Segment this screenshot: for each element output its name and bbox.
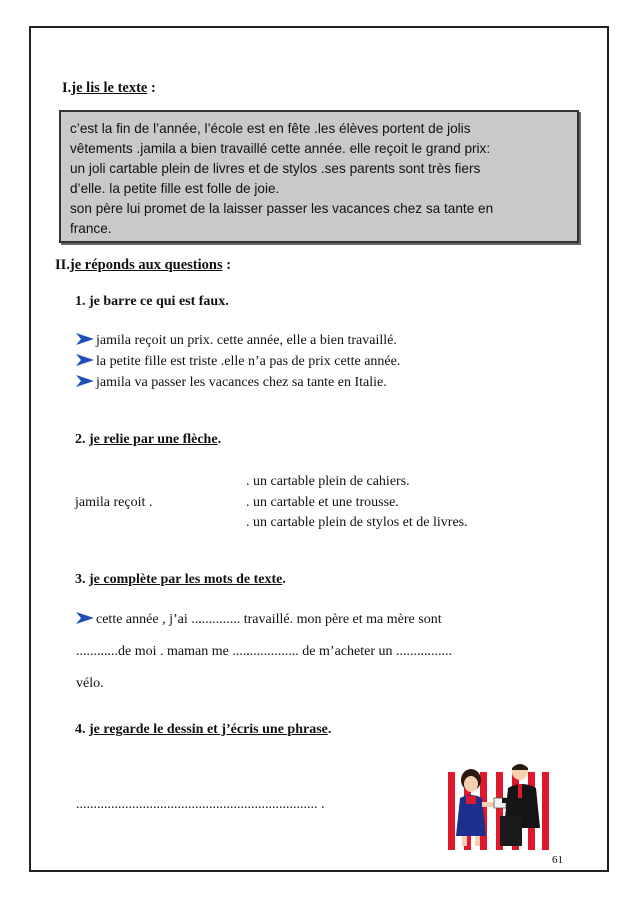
fill-in-line[interactable]: ............de moi . maman me ................... de m’acheter un ................ — [76, 644, 452, 659]
prize-giving-illustration — [444, 758, 552, 850]
q1-item[interactable]: la petite fille est triste .elle n’a pas de prix cette année. — [76, 354, 400, 370]
q1-item[interactable]: jamila reçoit un prix. cette année, elle a bien travaillé. — [76, 333, 397, 349]
q4-title: 4. je regarde le dessin et j’écris une phrase. — [75, 722, 332, 737]
text-line: son père lui promet de la laisser passer les vacances chez sa tante en — [70, 201, 494, 216]
q1-item[interactable]: jamila va passer les vacances chez sa tante en Italie. — [76, 375, 387, 391]
q3-title: 3. je complète par les mots de texte. — [75, 572, 286, 587]
section1-title: je lis le texte — [71, 80, 148, 96]
reading-text-box — [59, 110, 579, 243]
arrow-icon — [76, 612, 94, 624]
section1-heading: I.je lis le texte : — [62, 80, 156, 96]
text-line: vêtements .jamila a bien travaillé cette année. elle reçoit le grand prix: — [70, 141, 491, 156]
text-line: c’est la fin de l’année, l’école est en fête .les élèves portent de jolis — [70, 121, 471, 136]
match-option[interactable]: . un cartable et une trousse. — [246, 495, 399, 510]
page-number: 61 — [552, 854, 563, 866]
section2-heading: II.je réponds aux questions : — [55, 257, 232, 273]
fill-in-line: vélo. — [76, 676, 104, 691]
section2-title: je réponds aux questions — [69, 257, 223, 273]
text-line: un joli cartable plein de livres et de stylos .ses parents sont très fiers — [70, 161, 481, 176]
match-left-item[interactable]: jamila reçoit . — [75, 495, 153, 510]
match-option[interactable]: . un cartable plein de cahiers. — [246, 474, 410, 489]
match-option[interactable]: . un cartable plein de stylos et de livres. — [246, 515, 468, 530]
text-line: d’elle. la petite fille est folle de joie. — [70, 181, 280, 196]
text-line: france. — [70, 221, 112, 236]
arrow-icon — [76, 375, 94, 387]
q2-title: 2. je relie par une flèche. — [75, 432, 222, 447]
arrow-icon — [76, 354, 94, 366]
arrow-icon — [76, 333, 94, 345]
fill-in-line[interactable]: cette année , j’ai .............. travaillé. mon père et ma mère sont — [76, 612, 442, 628]
answer-line[interactable]: ..................................................................... . — [76, 797, 325, 812]
q1-title: 1. je barre ce qui est faux. — [75, 294, 229, 309]
